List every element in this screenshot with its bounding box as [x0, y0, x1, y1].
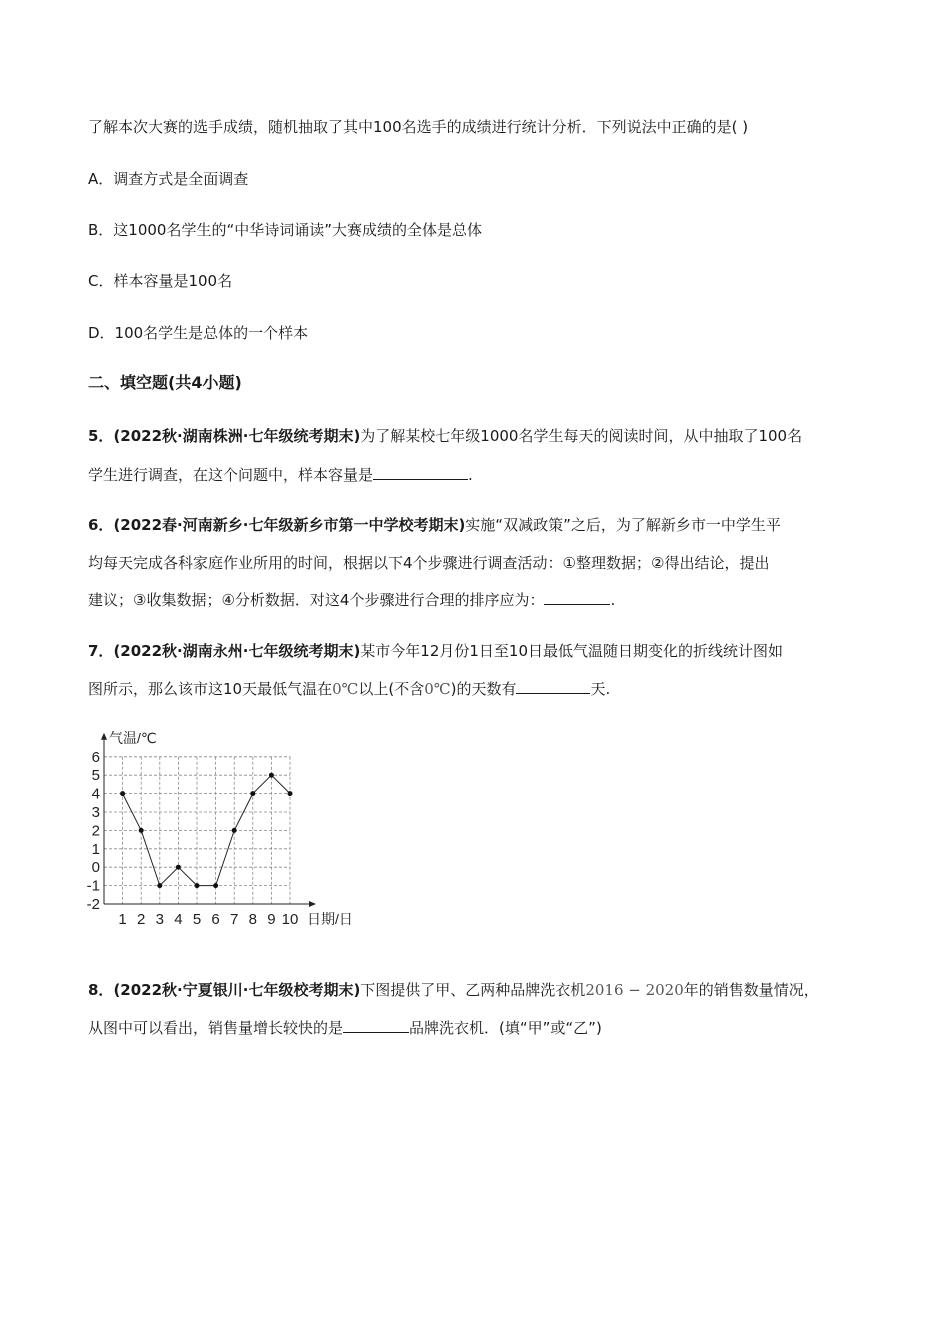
- q8-text-2b: 品牌洗衣机．(填“甲”或“乙”): [409, 1019, 602, 1037]
- q7-text-2c: )的天数有: [450, 680, 517, 698]
- q7-source: (2022秋·湖南永州·七年级统考期末): [113, 642, 361, 660]
- data-point: [195, 883, 200, 888]
- q5-text-2: 学生进行调查，在这个问题中，样本容量是: [88, 466, 374, 484]
- q7-text-2b: 以上(不含: [358, 680, 425, 698]
- q7-answer-blank[interactable]: [516, 679, 590, 694]
- x-tick-label: 2: [137, 911, 146, 928]
- q4-option-d: D．100名学生是总体的一个样本: [88, 324, 309, 342]
- data-point: [232, 828, 237, 833]
- q5-source: (2022秋·湖南株洲·七年级统考期末): [113, 427, 361, 445]
- y-tick-label: 2: [91, 822, 100, 840]
- q4-option-b: B．这1000名学生的“中华诗词诵读”大赛成绩的全体是总体: [88, 221, 483, 239]
- q8-text-1b: 年的销售数量情况，: [683, 981, 819, 999]
- q5-period: .: [468, 466, 473, 484]
- q6-line3: [88, 590, 615, 610]
- y-axis-arrow: [101, 733, 107, 740]
- y-tick-label: 6: [91, 748, 100, 766]
- q7-number: 7．: [88, 642, 114, 660]
- q7-zero-celsius-1: 0℃: [332, 680, 359, 698]
- y-tick-label: 0: [91, 859, 100, 877]
- q7-line2: [88, 679, 610, 699]
- q5-number: 5．: [88, 427, 114, 445]
- q8-number: 8．: [88, 981, 114, 999]
- y-tick-label: 5: [91, 767, 100, 785]
- q4-stem: 了解本次大赛的选手成绩，随机抽取了其中100名选手的成绩进行统计分析．下列说法中正确的是( ): [88, 118, 749, 136]
- data-point: [250, 791, 255, 796]
- section-heading: 二、填空题(共4小题): [88, 373, 242, 392]
- q6-number: 6．: [88, 516, 114, 534]
- q7-text-2a: 图所示，那么该市这10天最低气温在: [88, 680, 333, 698]
- q8-line1: [88, 980, 819, 1000]
- q6-source: (2022春·河南新乡·七年级新乡市第一中学校考期末): [113, 516, 466, 534]
- data-point: [176, 865, 181, 870]
- q8-year-range: 2016 − 2020: [585, 981, 684, 999]
- x-tick-label: 3: [155, 911, 164, 928]
- q6-text-3: 建议；③收集数据；④分析数据．对这4个步骤进行合理的排序应为：: [88, 591, 545, 609]
- q5-line1: [88, 426, 802, 446]
- data-point: [288, 791, 293, 796]
- q5-answer-blank[interactable]: [373, 465, 468, 480]
- q7-line1: [88, 641, 783, 661]
- y-tick-label: 1: [91, 840, 100, 858]
- q7-text-2d: 天.: [590, 680, 611, 698]
- data-point: [269, 773, 274, 778]
- q4-option-c: C．样本容量是100名: [88, 272, 233, 290]
- x-tick-label: 7: [230, 911, 239, 928]
- q8-answer-blank[interactable]: [343, 1018, 409, 1033]
- q6-line2: 均每天完成各科家庭作业所用的时间，根据以下4个步骤进行调查活动：①整理数据；②得出结论，提出: [88, 554, 770, 572]
- q7-zero-celsius-2: 0℃: [424, 680, 451, 698]
- x-tick-label: 10: [281, 911, 299, 928]
- q6-text: 实施“双减政策”之后，为了解新乡市一中学生平: [465, 516, 781, 534]
- x-tick-label: 8: [248, 911, 257, 928]
- x-tick-label: 9: [267, 911, 276, 928]
- x-axis-arrow: [309, 901, 316, 907]
- q5-line2: [88, 465, 473, 485]
- y-tick-label: -2: [86, 896, 100, 913]
- q6-answer-blank[interactable]: [544, 590, 610, 605]
- x-tick-label: 6: [211, 911, 220, 928]
- q8-text-2: 从图中可以看出，销售量增长较快的是: [88, 1019, 344, 1037]
- q6-period: .: [610, 591, 616, 609]
- x-tick-label: 1: [118, 911, 127, 928]
- y-tick-label: -1: [86, 877, 100, 895]
- data-point: [139, 828, 144, 833]
- q8-line2: [88, 1018, 602, 1038]
- temperature-line-chart: [86, 722, 376, 932]
- q5-text: 为了解某校七年级1000名学生每天的阅读时间，从中抽取了100名: [360, 427, 803, 445]
- x-axis-title: 日期/日: [307, 911, 353, 927]
- q6-line1: [88, 515, 781, 535]
- data-point: [157, 883, 162, 888]
- x-tick-label: 4: [174, 911, 183, 928]
- data-point: [213, 883, 218, 888]
- data-point: [120, 791, 125, 796]
- q8-text: 下图提供了甲、乙两种品牌洗衣机: [360, 981, 586, 999]
- x-tick-label: 5: [192, 911, 202, 928]
- y-tick-label: 4: [91, 785, 100, 803]
- y-axis-title: 气温/℃: [109, 729, 157, 746]
- q7-text: 某市今年12月份1日至10日最低气温随日期变化的折线统计图如: [360, 642, 784, 660]
- q8-source: (2022秋·宁夏银川·七年级校考期末): [113, 981, 361, 999]
- y-tick-label: 3: [91, 804, 100, 821]
- q4-option-a: A．调查方式是全面调查: [88, 170, 249, 188]
